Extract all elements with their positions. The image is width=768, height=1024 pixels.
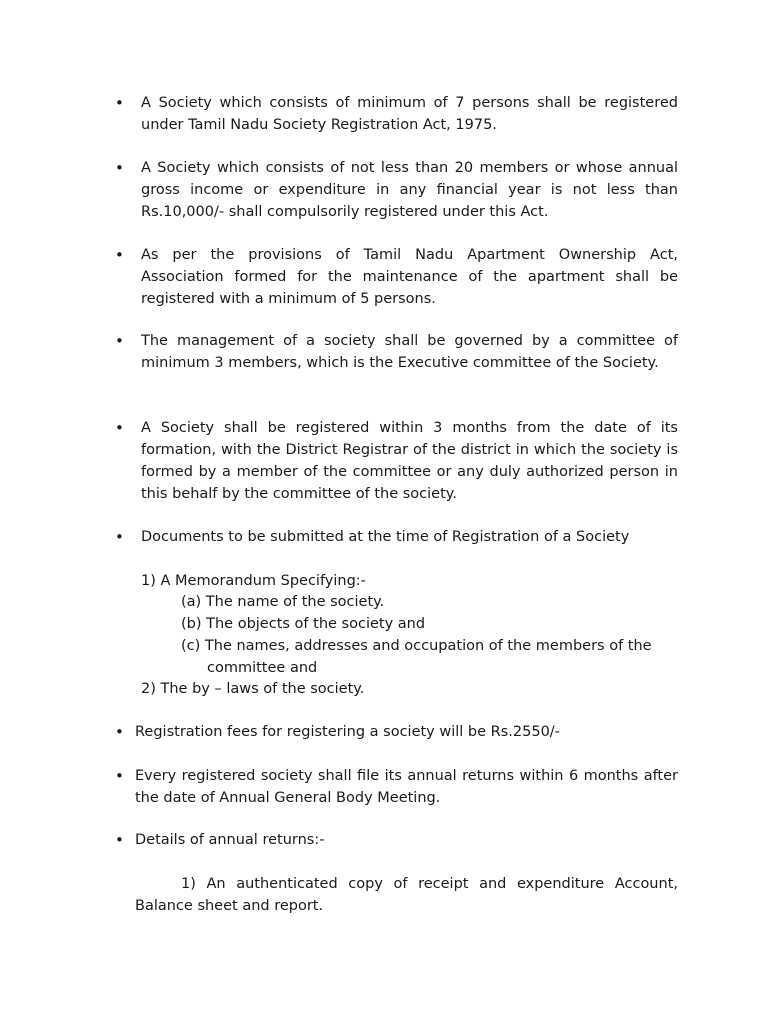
- bullet-text: The management of a society shall be governed by a committee of minimum 3 members, which is the Executive committee of the Society.: [141, 333, 678, 371]
- bullet-item-executive-committee: [141, 330, 678, 374]
- bullet-text: A Society which consists of not less than 20 members or whose annual gross income or expenditure in any financial year is not less than Rs.10,000/- shall compulsorily registered under this Act.: [141, 160, 678, 220]
- documents-subitem-name: (a) The name of the society.: [181, 594, 385, 610]
- bullet-item-annual-returns-filing: [135, 765, 678, 809]
- bullet-text: As per the provisions of Tamil Nadu Apartment Ownership Act, Association formed for the maintenance of the apartment shall be registered with a minimum of 5 persons.: [141, 247, 678, 307]
- bullet-item-documents-heading: [141, 526, 678, 548]
- annual-returns-item-receipt-expenditure: 1) An authenticated copy of receipt and expenditure Account, Balance sheet and report.: [135, 876, 678, 914]
- bullet-text: A Society which consists of minimum of 7 persons shall be registered under Tamil Nadu Society Registration Act, 1975.: [141, 95, 678, 133]
- bullet-item-apartment-association: [141, 244, 678, 310]
- documents-subitem-objects: (b) The objects of the society and: [181, 616, 426, 632]
- bullet-text: Registration fees for registering a society will be Rs.2550/-: [135, 724, 560, 740]
- bullet-item-minimum-persons: [141, 92, 678, 136]
- bullet-item-compulsory-registration: [141, 157, 678, 223]
- bullet-text: Documents to be submitted at the time of Registration of a Society: [141, 529, 630, 545]
- documents-subitem-members: (c) The names, addresses and occupation of the members of the: [181, 638, 652, 654]
- bullet-text: Details of annual returns:-: [135, 832, 325, 848]
- bullet-item-registration-fees: [135, 721, 678, 743]
- documents-subitem-members-continued: committee and: [207, 660, 318, 676]
- bullet-text: A Society shall be registered within 3 months from the date of its formation, with the District Registrar of the district in which the society is formed by a member of the committee or any duly authorized person in this behalf by the committee of the society.: [141, 420, 678, 502]
- bullet-item-annual-returns-details: [135, 829, 678, 851]
- documents-item-memorandum: 1) A Memorandum Specifying:-: [141, 573, 366, 589]
- bullet-item-registration-timeline: [141, 417, 678, 505]
- documents-item-bylaws: 2) The by – laws of the society.: [141, 681, 365, 697]
- bullet-text: Every registered society shall file its annual returns within 6 months after the date of Annual General Body Meeting.: [135, 768, 678, 806]
